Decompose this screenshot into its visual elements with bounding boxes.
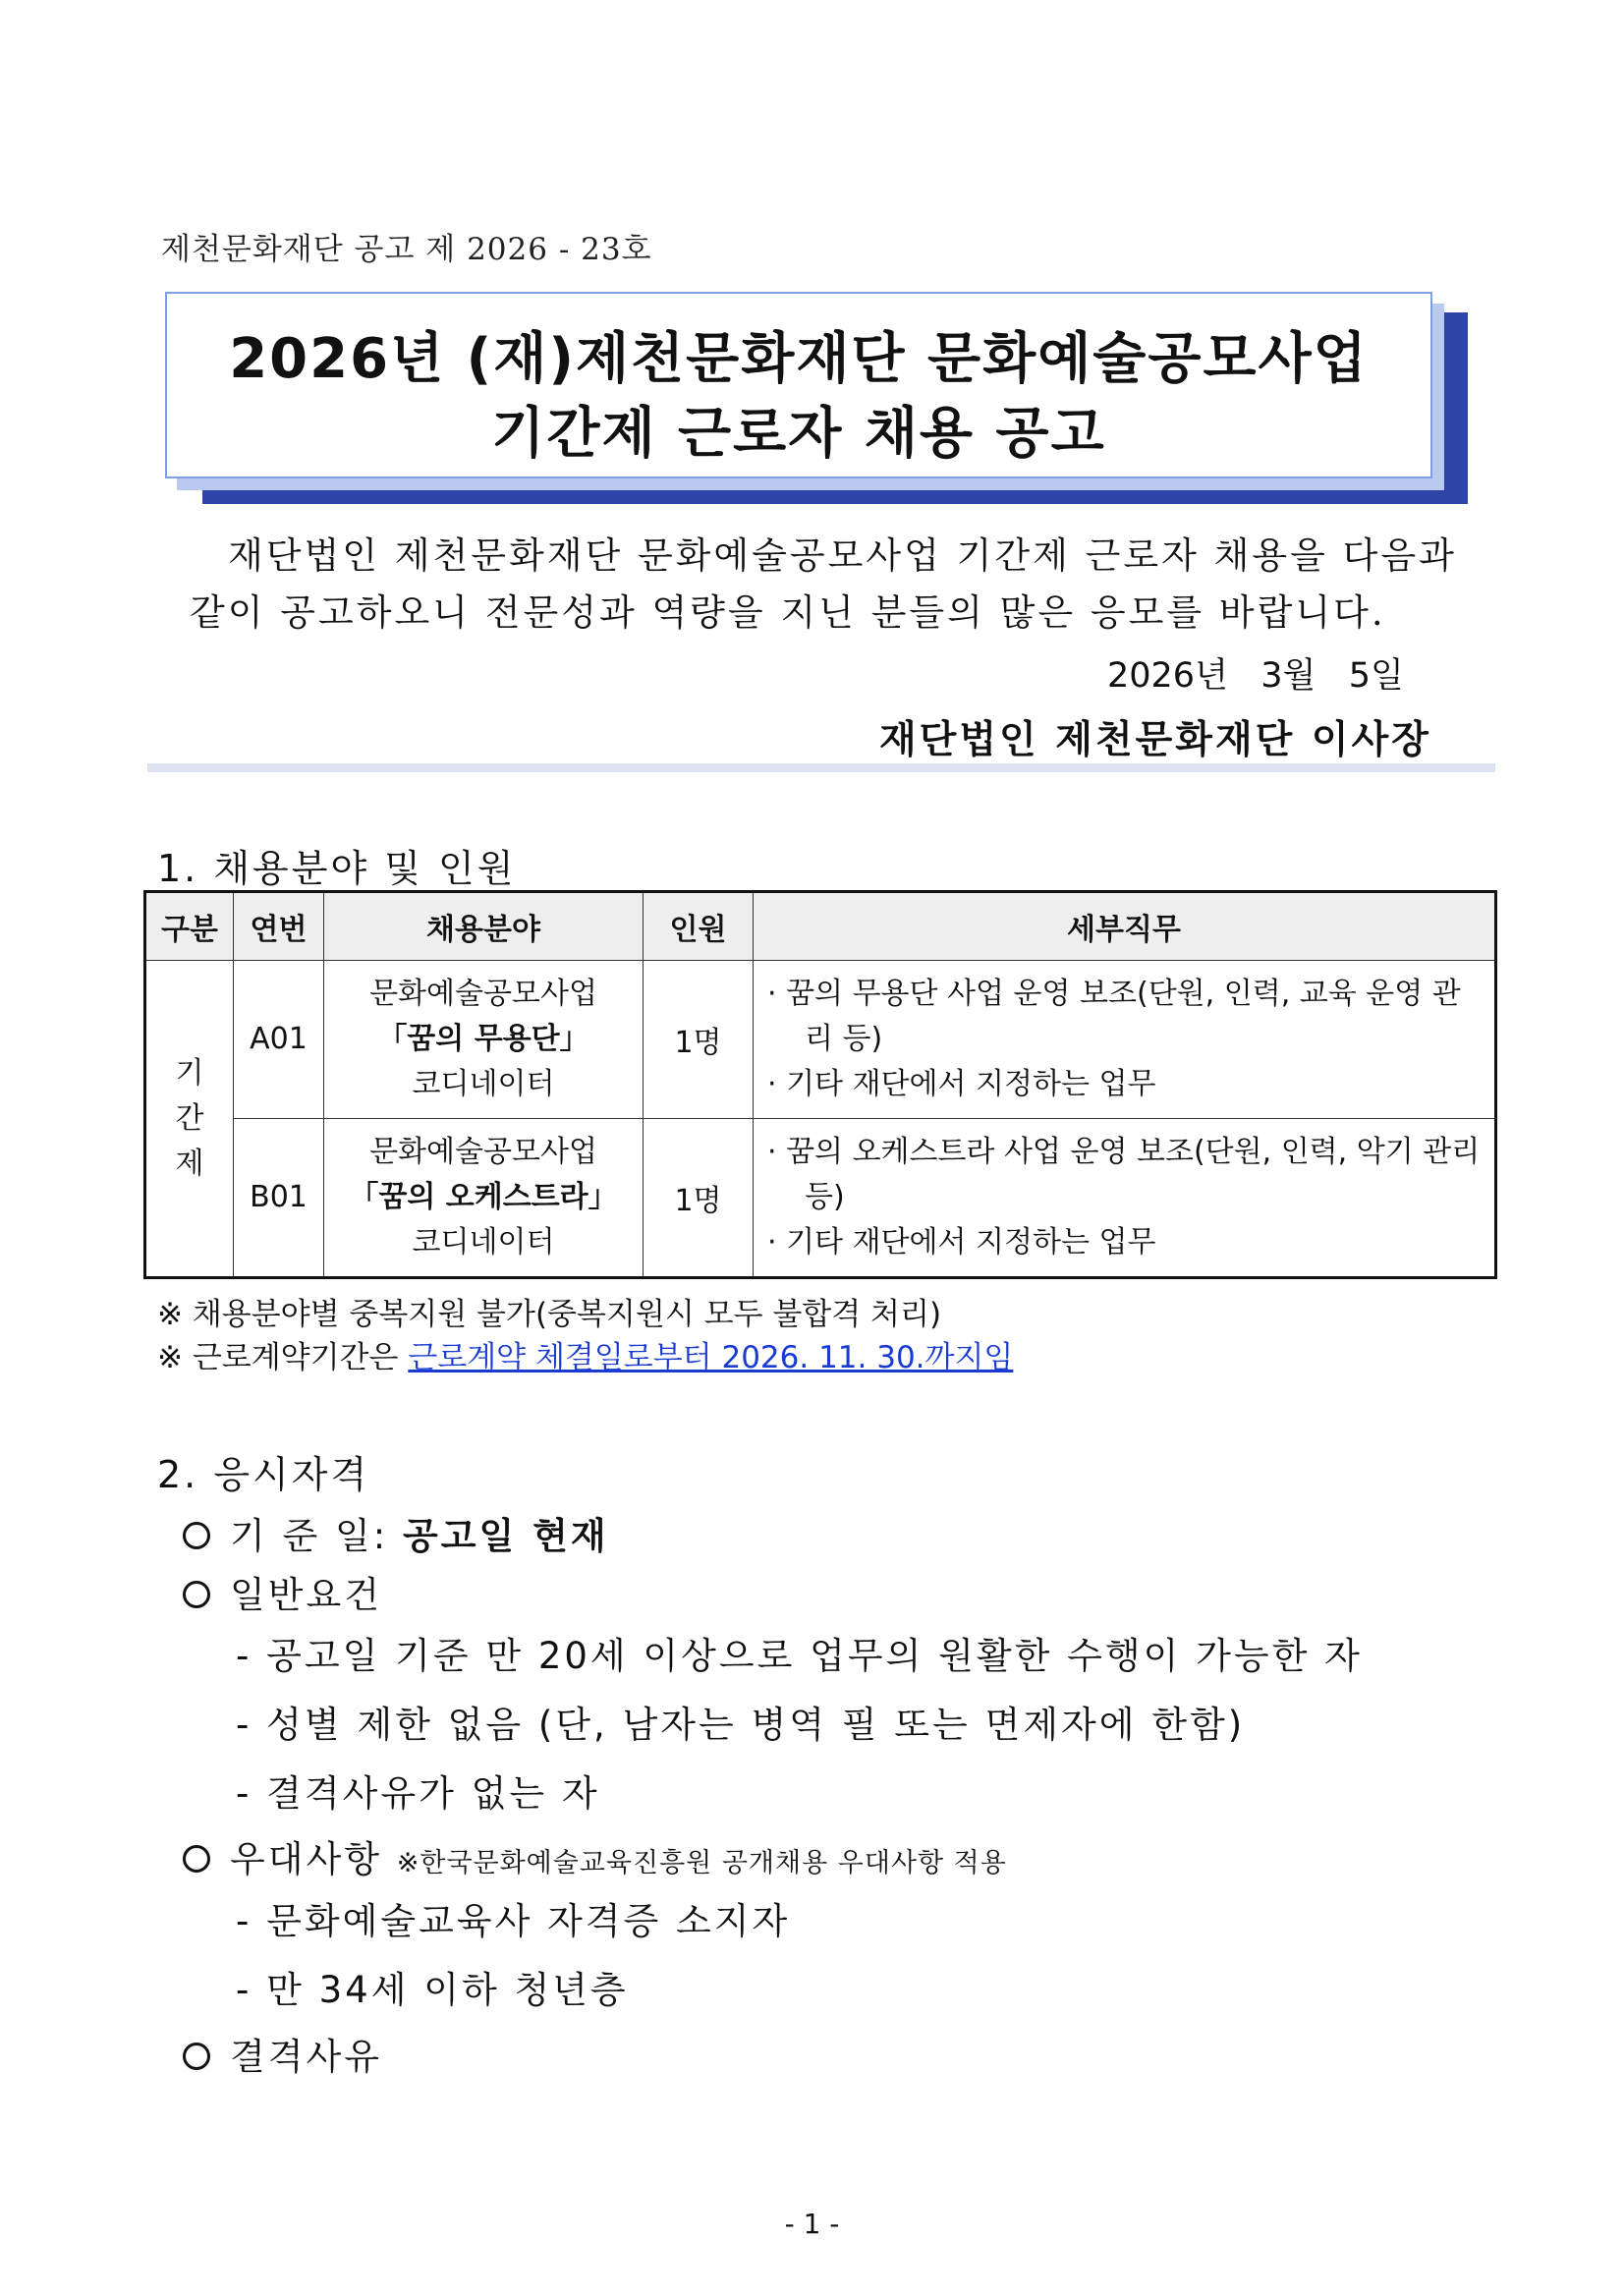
header-serial: 연번	[234, 892, 324, 961]
circle-bullet-icon	[183, 1581, 210, 1608]
header-field: 채용분야	[324, 892, 644, 961]
note-duplicate-application: ※ 채용분야별 중복지원 불가(중복지원시 모두 불합격 처리)	[157, 1297, 942, 1332]
item-preferences: 우대사항 ※한국문화예술교육진흥원 공개채용 우대사항 적용	[183, 1829, 1007, 1882]
header-category: 구분	[145, 892, 234, 961]
preference-2: - 만 34세 이하 청년층	[236, 1969, 629, 2011]
table-row	[145, 1118, 1496, 1277]
item-base-date: 기 준 일: 공고일 현재	[183, 1506, 609, 1559]
title-line-1: 2026년 (재)제천문화재단 문화예술공모사업	[229, 327, 1369, 391]
title-line-2: 기간제 근로자 채용 공고	[491, 402, 1106, 466]
divider	[147, 763, 1495, 772]
intro-line-2: 같이 공고하오니 전문성과 역량을 지닌 분들의 많은 응모를 바랍니다.	[190, 591, 1386, 634]
header-count: 인원	[644, 892, 754, 961]
announcement-date: 2026년 3월 5일	[1107, 656, 1404, 696]
intro-line-1: 재단법인 제천문화재단 문화예술공모사업 기간제 근로자 채용을 다음과	[228, 534, 1457, 577]
page-number: - 1 -	[784, 2208, 840, 2240]
category-cell: 기 간 제	[145, 961, 234, 1278]
contract-period-link[interactable]: 근로계약 체결일로부터 2026. 11. 30.까지임	[408, 1340, 1014, 1375]
table-header-row	[145, 892, 1496, 961]
notice-number: 제천문화재단 공고 제 2026 - 23호	[161, 232, 652, 267]
note-contract-period: ※ 근로계약기간은 근로계약 체결일로부터 2026. 11. 30.까지임	[157, 1340, 1014, 1375]
issuer: 재단법인 제천문화재단 이사장	[879, 718, 1431, 762]
serial-cell: B01	[234, 1118, 324, 1277]
serial-cell: A01	[234, 961, 324, 1119]
circle-bullet-icon	[183, 2043, 210, 2070]
title-box	[165, 292, 1432, 478]
count-cell: 1명	[644, 961, 754, 1119]
duty-cell: · 꿈의 오케스트라 사업 운영 보조(단원, 인력, 악기 관리 등) · 기타 재단에서 지정하는 업무	[754, 1118, 1496, 1277]
preference-note: ※한국문화예술교육진흥원 공개채용 우대사항 적용	[396, 1848, 1007, 1878]
circle-bullet-icon	[183, 1845, 210, 1873]
recruitment-table	[143, 890, 1497, 1279]
field-cell: 문화예술공모사업 「꿈의 무용단」 코디네이터	[324, 961, 644, 1119]
item-disqualifications: 결격사유	[183, 2027, 382, 2080]
count-cell: 1명	[644, 1118, 754, 1277]
section-2-heading: 2. 응시자격	[157, 1453, 370, 1496]
table-row	[145, 961, 1496, 1119]
general-requirement-1: - 공고일 기준 만 20세 이상으로 업무의 원활한 수행이 가능한 자	[236, 1635, 1363, 1677]
section-1-heading: 1. 채용분야 및 인원	[157, 847, 517, 890]
header-duty: 세부직무	[754, 892, 1496, 961]
general-requirement-3: - 결격사유가 없는 자	[236, 1772, 600, 1815]
field-cell: 문화예술공모사업 「꿈의 오케스트라」 코디네이터	[324, 1118, 644, 1277]
duty-cell: · 꿈의 무용단 사업 운영 보조(단원, 인력, 교육 운영 관리 등) · 기타 재단에서 지정하는 업무	[754, 961, 1496, 1119]
circle-bullet-icon	[183, 1522, 210, 1549]
preference-1: - 문화예술교육사 자격증 소지자	[236, 1900, 791, 1942]
general-requirement-2: - 성별 제한 없음 (단, 남자는 병역 필 또는 면제자에 한함)	[236, 1704, 1246, 1746]
item-general-requirements: 일반요건	[183, 1565, 382, 1618]
